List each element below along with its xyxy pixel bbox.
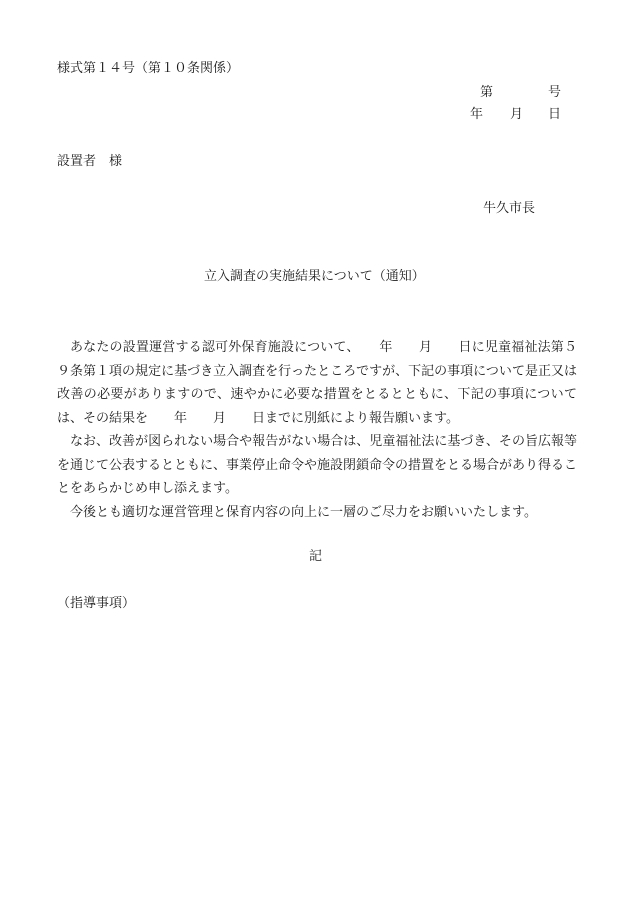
body-paragraph-3: 今後とも適切な運営管理と保育内容の向上に一層のご尽力をお願いいたします。 [70,504,537,520]
guidance-heading: （指導事項） [57,596,136,611]
document-title: 立入調査の実施結果について（通知） [204,269,425,284]
body-text [57,336,577,524]
date-month-label: 月 [510,107,524,122]
date-day-label: 日 [548,107,562,122]
sender: 牛久市長 [483,201,536,216]
form-label: 様式第１４号（第１０条関係） [57,61,240,76]
document-number-prefix: 第 [480,85,494,100]
body-paragraph-1: あなたの設置運営する認可外保育施設について、 年 月 日に児童福祉法第５９条第１項の規定に基づき立入調査を行ったところですが、下記の事項について是正又は改善の必要がありますので、速やかに必要な措置をとるとともに、下記の事項については、その結果を 年 月 日までに別紙により報告願います。 [57,340,577,426]
date-year-label: 年 [470,107,484,122]
recipient: 設置者 様 [57,154,123,169]
document-number-suffix: 号 [548,85,562,100]
body-paragraph-2: なお、改善が図られない場合や報告がない場合は、児童福祉法に基づき、その旨広報等を通じて公表するとともに、事業停止命令や施設閉鎖命令の措置をとる場合があり得ることをあらかじめ申し添えます。 [57,434,578,496]
ki-heading: 記 [309,549,323,564]
